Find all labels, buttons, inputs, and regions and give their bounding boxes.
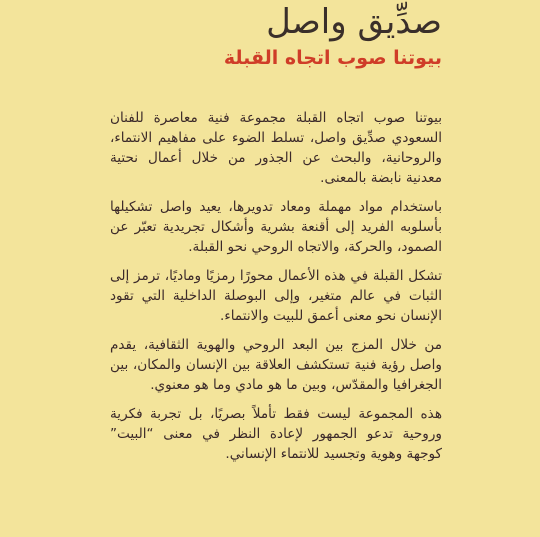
paragraph-identity: من خلال المزج بين البعد الروحي والهوية الثقافية، يقدم واصل رؤية فنية تستكشف العلاقة بين الإنسان والمكان، بين الجغرافيا والمقدّس، وبين ما هو مادي وما هو معنوي.	[110, 337, 442, 393]
paragraph-conclusion: هذه المجموعة ليست فقط تأملاً بصريًا، بل تجربة فكرية وروحية تدعو الجمهور لإعادة النظر في معنى “البيت” كوجهة وهوية وتجسيد للانتماء الإنساني.	[110, 406, 442, 462]
exhibition-description	[110, 108, 442, 473]
paragraph-materials: باستخدام مواد مهملة ومعاد تدويرها، يعيد واصل تشكيلها بأسلوبه الفريد إلى أقنعة بشرية وأشكال تجريدية تعبّر عن الصمود، والحركة، والاتجاه الروحي نحو القبلة.	[110, 199, 442, 255]
artist-name: صدِّيق واصل	[266, 2, 442, 42]
paragraph-qibla-symbol: تشكل القبلة في هذه الأعمال محورًا رمزيًا وماديًا، ترمز إلى الثبات في عالم متغير، وإلى البوصلة الداخلية التي تقود الإنسان نحو معنى أعمق للبيت والانتماء.	[110, 268, 442, 324]
paragraph-intro: بيوتنا صوب اتجاه القبلة مجموعة فنية معاصرة للفنان السعودي صدِّيق واصل، تسلط الضوء على مفاهيم الانتماء، والروحانية، والبحث عن الجذور من خلال أعمال نحتية معدنية نابضة بالمعنى.	[110, 110, 442, 186]
exhibition-title: بيوتنا صوب اتجاه القبلة	[223, 47, 442, 69]
